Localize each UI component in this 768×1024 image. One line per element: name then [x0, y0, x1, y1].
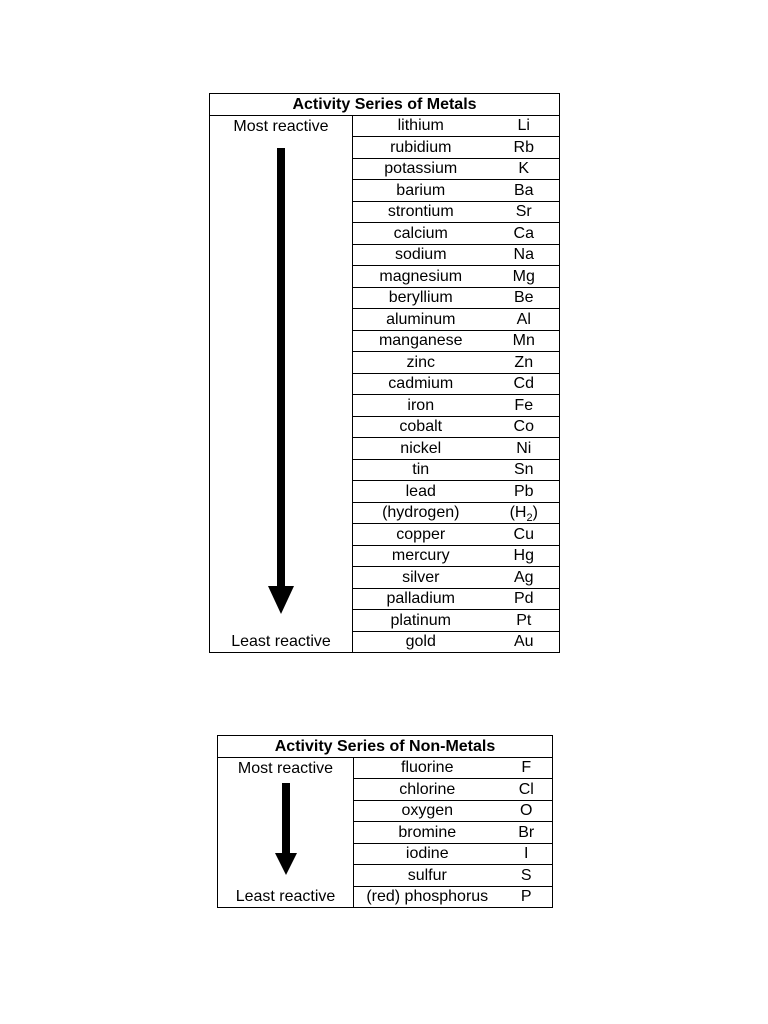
element-symbol: Mg — [489, 266, 560, 288]
element-name: sulfur — [354, 865, 501, 887]
element-symbol: I — [501, 843, 553, 865]
element-symbol: Ni — [489, 438, 560, 460]
element-name: iron — [353, 395, 489, 417]
element-name: zinc — [353, 352, 489, 374]
element-name: platinum — [353, 610, 489, 632]
element-name: aluminum — [353, 309, 489, 331]
nonmetals-table-title: Activity Series of Non-Metals — [218, 736, 553, 758]
element-symbol: Co — [489, 416, 560, 438]
element-name: sodium — [353, 244, 489, 266]
element-symbol: Rb — [489, 137, 560, 159]
element-name: copper — [353, 524, 489, 546]
element-symbol: Hg — [489, 545, 560, 567]
element-name: iodine — [354, 843, 501, 865]
element-symbol: Mn — [489, 330, 560, 352]
element-name: calcium — [353, 223, 489, 245]
nonmetals-activity-table — [217, 735, 553, 908]
element-name: chlorine — [354, 779, 501, 801]
element-name: nickel — [353, 438, 489, 460]
most-reactive-label: Most reactive — [237, 759, 334, 777]
element-symbol: Cd — [489, 373, 560, 395]
element-symbol: Li — [489, 115, 560, 137]
element-symbol: F — [501, 757, 553, 779]
element-name: (hydrogen) — [353, 502, 489, 524]
element-name: tin — [353, 459, 489, 481]
reactivity-arrow-column — [210, 115, 353, 653]
element-name: beryllium — [353, 287, 489, 309]
table-row — [210, 115, 560, 137]
element-name: (red) phosphorus — [354, 886, 501, 908]
element-name: barium — [353, 180, 489, 202]
least-reactive-label: Least reactive — [235, 888, 336, 905]
element-symbol: Fe — [489, 395, 560, 417]
element-symbol: $(H_2)$ — [489, 502, 560, 524]
element-symbol: Zn — [489, 352, 560, 374]
element-symbol: Sr — [489, 201, 560, 223]
element-name: cadmium — [353, 373, 489, 395]
element-symbol: Cu — [489, 524, 560, 546]
metals-table-title: Activity Series of Metals — [210, 94, 560, 116]
element-name: rubidium — [353, 137, 489, 159]
element-symbol: Ag — [489, 567, 560, 589]
reactivity-arrow-column — [218, 757, 354, 908]
most-reactive-label: Most reactive — [233, 117, 329, 135]
element-symbol: Au — [489, 631, 560, 653]
element-symbol: Ba — [489, 180, 560, 202]
element-symbol: Al — [489, 309, 560, 331]
element-symbol: Na — [489, 244, 560, 266]
metals-activity-table — [209, 93, 560, 653]
element-symbol: K — [489, 158, 560, 180]
element-symbol: O — [501, 800, 553, 822]
table-row — [218, 757, 553, 779]
element-name: manganese — [353, 330, 489, 352]
element-name: lead — [353, 481, 489, 503]
element-symbol: Pt — [489, 610, 560, 632]
element-name: fluorine — [354, 757, 501, 779]
element-symbol: S — [501, 865, 553, 887]
element-symbol: P — [501, 886, 553, 908]
element-symbol: Sn — [489, 459, 560, 481]
element-name: strontium — [353, 201, 489, 223]
element-name: mercury — [353, 545, 489, 567]
element-name: magnesium — [353, 266, 489, 288]
element-symbol: Ca — [489, 223, 560, 245]
element-name: gold — [353, 631, 489, 653]
element-name: cobalt — [353, 416, 489, 438]
element-symbol: Be — [489, 287, 560, 309]
element-name: bromine — [354, 822, 501, 844]
element-name: oxygen — [354, 800, 501, 822]
element-symbol: Br — [501, 822, 553, 844]
least-reactive-label: Least reactive — [231, 633, 331, 650]
element-symbol: Pb — [489, 481, 560, 503]
element-name: potassium — [353, 158, 489, 180]
element-name: silver — [353, 567, 489, 589]
element-name: palladium — [353, 588, 489, 610]
element-name: lithium — [353, 115, 489, 137]
element-symbol: Cl — [501, 779, 553, 801]
element-symbol: Pd — [489, 588, 560, 610]
